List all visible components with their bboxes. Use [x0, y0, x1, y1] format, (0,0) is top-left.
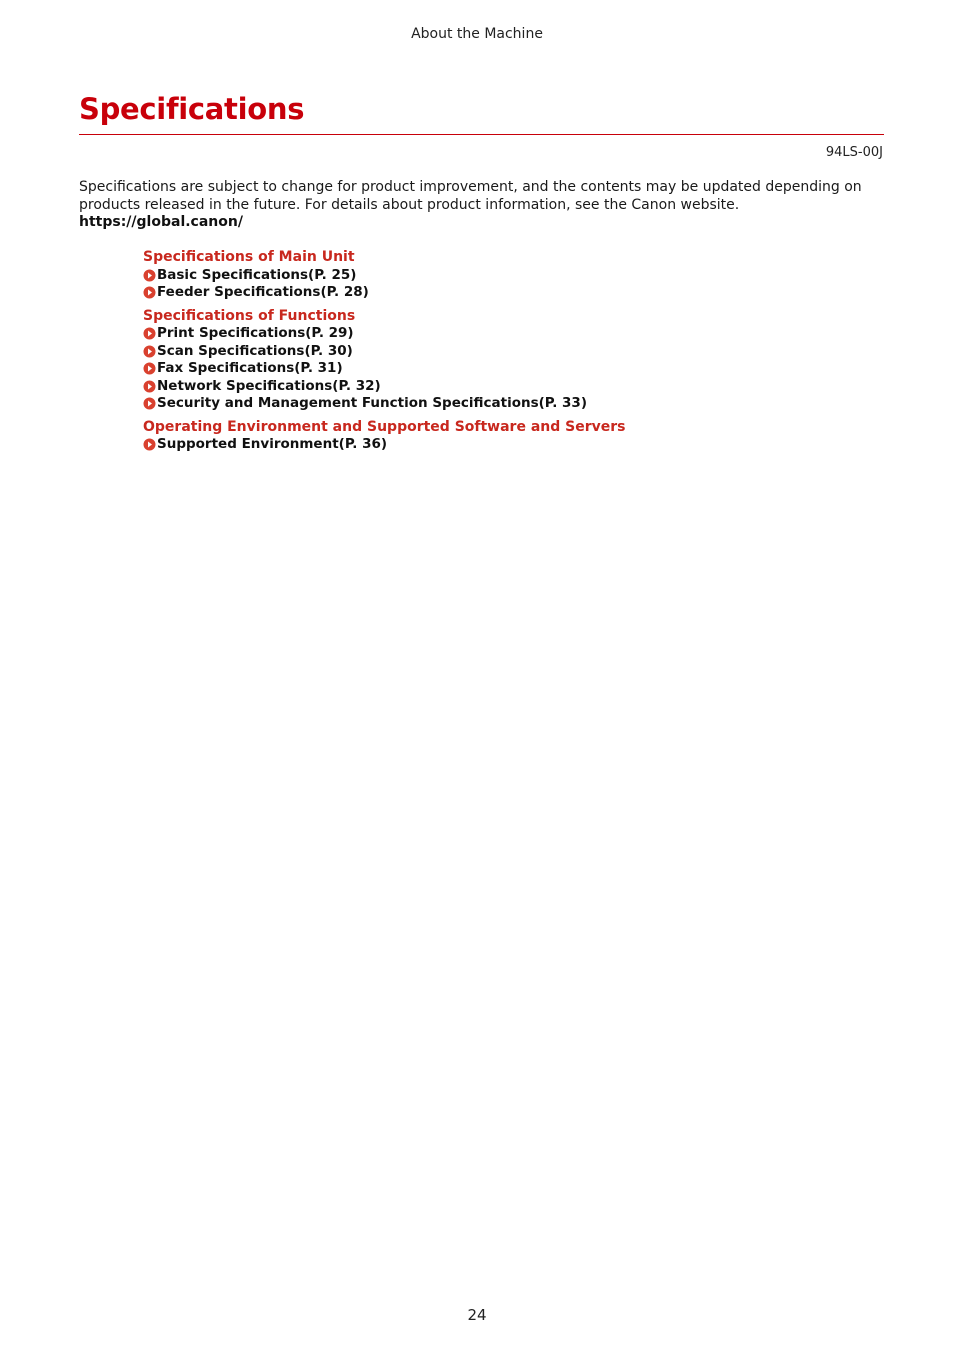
arrow-right-circle-icon — [143, 286, 156, 299]
toc-link-label: Supported Environment(P. 36) — [157, 436, 388, 452]
canon-website-link[interactable]: https://global.canon/ — [79, 214, 243, 230]
toc-heading[interactable]: Operating Environment and Supported Software and Servers — [143, 418, 626, 435]
arrow-right-circle-icon — [143, 327, 156, 340]
toc-list — [143, 249, 843, 460]
page-number: 24 — [467, 1306, 487, 1324]
toc-link-label: Network Specifications(P. 32) — [157, 377, 381, 394]
page-title: Specifications — [79, 92, 305, 126]
toc-link-label: Print Specifications(P. 29) — [157, 325, 354, 341]
toc-group-main-unit — [143, 249, 843, 302]
toc-link-security-specifications[interactable] — [143, 395, 843, 413]
toc-group-operating-environment — [143, 419, 843, 454]
arrow-right-circle-icon — [143, 345, 156, 358]
toc-link-label: Fax Specifications(P. 31) — [157, 360, 343, 376]
toc-group-functions — [143, 308, 843, 413]
intro-text: Specifications are subject to change for product improvement, and the contents may be updated depending on products released in the future. For details about product information, see the Canon website. — [79, 179, 862, 213]
toc-link-scan-specifications[interactable] — [143, 343, 843, 361]
arrow-right-circle-icon — [143, 362, 156, 375]
document-code: 94LS-00J — [825, 145, 883, 160]
toc-link-fax-specifications[interactable] — [143, 360, 843, 378]
running-header: About the Machine — [411, 26, 543, 42]
toc-link-print-specifications[interactable] — [143, 325, 843, 343]
toc-link-label: Security and Management Function Specifications(P. 33) — [157, 395, 587, 411]
arrow-right-circle-icon — [143, 397, 156, 410]
toc-heading[interactable]: Specifications of Functions — [143, 307, 356, 324]
arrow-right-circle-icon — [143, 438, 156, 451]
arrow-right-circle-icon — [143, 380, 156, 393]
intro-section — [79, 179, 879, 232]
toc-link-label: Scan Specifications(P. 30) — [157, 342, 353, 359]
toc-link-network-specifications[interactable] — [143, 378, 843, 396]
toc-heading[interactable]: Specifications of Main Unit — [143, 249, 355, 265]
title-rule — [79, 134, 884, 135]
toc-link-label: Feeder Specifications(P. 28) — [157, 284, 369, 300]
toc-link-basic-specifications[interactable] — [143, 267, 843, 285]
arrow-right-circle-icon — [143, 269, 156, 282]
toc-link-label: Basic Specifications(P. 25) — [157, 266, 357, 283]
toc-link-feeder-specifications[interactable] — [143, 284, 843, 302]
toc-link-supported-environment[interactable] — [143, 436, 843, 454]
